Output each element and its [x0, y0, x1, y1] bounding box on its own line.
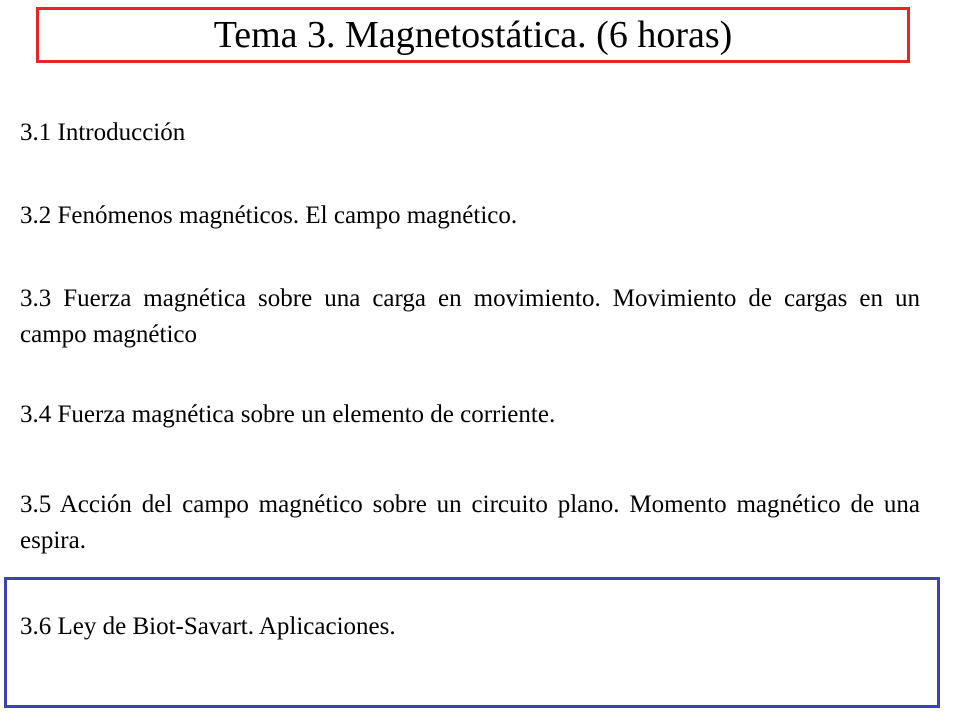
title-box	[36, 7, 910, 63]
section-3-1: 3.1 Introducción	[20, 119, 186, 146]
section-3-6: 3.6 Ley de Biot-Savart. Aplicaciones.	[20, 613, 396, 640]
section-3-4: 3.4 Fuerza magnética sobre un elemento de corriente.	[20, 401, 556, 428]
section-3-3: 3.3 Fuerza magnética sobre una carga en movimiento. Movimiento de cargas en un campo magnético	[20, 285, 920, 348]
slide-title: Tema 3. Magnetostática. (6 horas)	[213, 14, 733, 56]
section-3-5: 3.5 Acción del campo magnético sobre un circuito plano. Momento magnético de una espira.	[20, 491, 920, 554]
section-3-2: 3.2 Fenómenos magnéticos. El campo magnético.	[20, 202, 518, 229]
